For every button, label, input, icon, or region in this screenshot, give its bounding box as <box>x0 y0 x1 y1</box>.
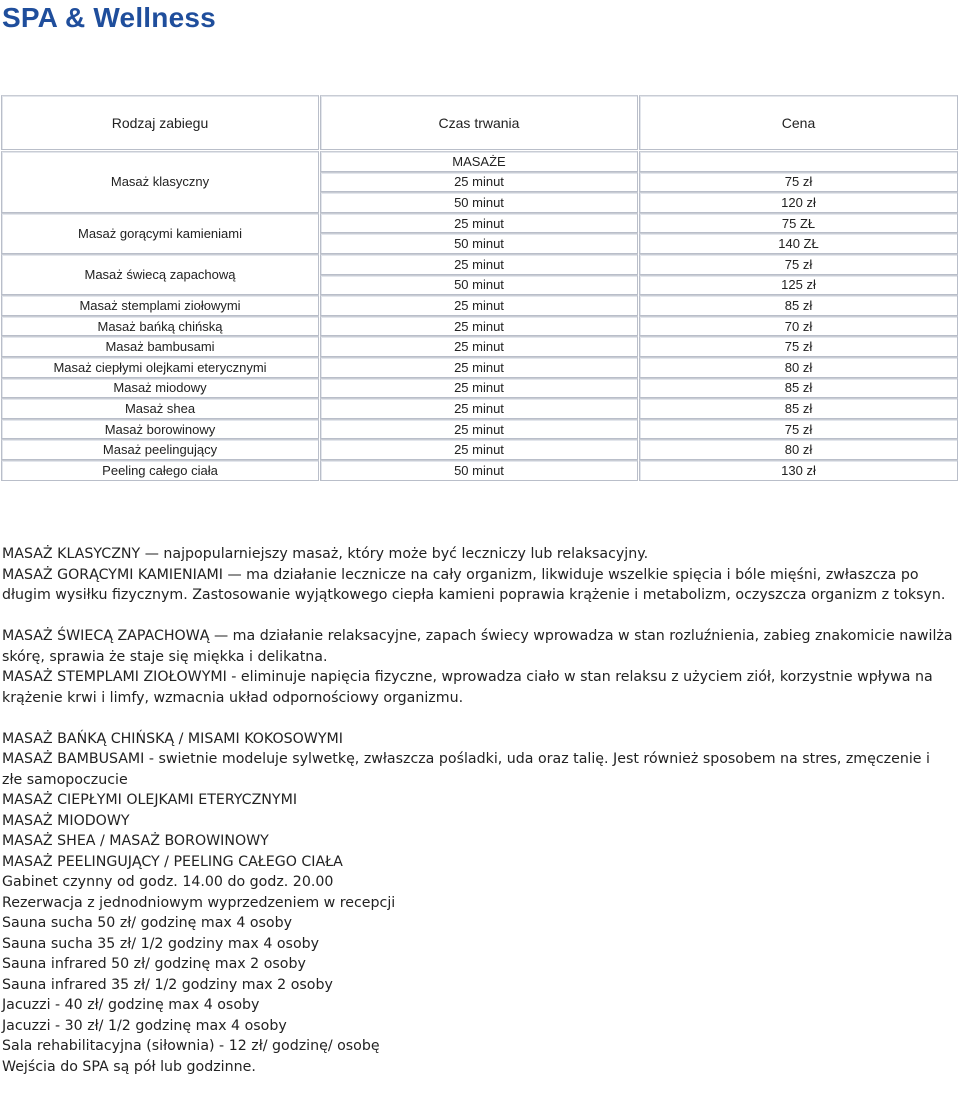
spacer <box>2 606 954 627</box>
duration-cell: 25 minut <box>320 213 638 234</box>
header-treatment: Rodzaj zabiegu <box>1 95 319 150</box>
header-price: Cena <box>639 95 958 150</box>
price-cell: 125 zł <box>639 275 958 296</box>
price-cell: 85 zł <box>639 398 958 419</box>
price-cell: 85 zł <box>639 378 958 399</box>
treatment-name: Masaż gorącymi kamieniami <box>1 213 319 254</box>
duration-cell: 25 minut <box>320 357 638 378</box>
treatment-name: Masaż klasyczny <box>1 151 319 213</box>
duration-cell: 25 minut <box>320 378 638 399</box>
duration-cell: 25 minut <box>320 295 638 316</box>
duration-cell: 50 minut <box>320 275 638 296</box>
duration-cell: 25 minut <box>320 172 638 193</box>
note-line: MASAŻ SHEA / MASAŻ BOROWINOWY <box>2 833 269 849</box>
page-title: SPA & Wellness <box>2 2 216 33</box>
duration-cell: 25 minut <box>320 316 638 337</box>
price-cell: 80 zł <box>639 439 958 460</box>
treatment-name: Masaż bambusami <box>1 336 319 357</box>
price-cell: 75 zł <box>639 336 958 357</box>
description-notes <box>2 544 954 1077</box>
note-line: Jacuzzi - 30 zł/ 1/2 godzinę max 4 osoby <box>2 1017 287 1034</box>
note-line: Sala rehabilitacyjna (siłownia) - 12 zł/ godzinę/ osobę <box>2 1038 380 1054</box>
note-line: Jacuzzi - 40 zł/ godzinę max 4 osoby <box>2 997 260 1013</box>
price-cell: 75 zł <box>639 254 958 275</box>
treatment-name: Masaż miodowy <box>1 378 319 399</box>
note-line: Sauna infrared 35 zł/ 1/2 godziny max 2 osoby <box>2 976 333 993</box>
treatment-name: Masaż stemplami ziołowymi <box>1 295 319 316</box>
treatment-name: Masaż ciepłymi olejkami eterycznymi <box>1 357 319 378</box>
price-cell: 120 zł <box>639 192 958 213</box>
note-line: Sauna infrared 50 zł/ godzinę max 2 osoby <box>2 956 306 972</box>
note-line: Rezerwacja z jednodniowym wyprzedzeniem w recepcji <box>2 894 396 911</box>
treatment-name: Masaż shea <box>1 398 319 419</box>
note-line: Wejścia do SPA są pół lub godzinne. <box>2 1058 256 1075</box>
duration-cell: 50 minut <box>320 233 638 254</box>
duration-cell: 50 minut <box>320 460 638 481</box>
header-duration: Czas trwania <box>320 95 638 150</box>
section-price-blank <box>639 151 958 172</box>
note-line: Gabinet czynny od godz. 14.00 do godz. 20.00 <box>2 874 334 890</box>
note-line: MASAŻ STEMPLAMI ZIOŁOWYMI - eliminuje napięcia fizyczne, wprowadza ciało w stan relaksu z użyciem ziół, korzystnie wpływa na krążenie krwi i limfy, wzmacnia układ odpornościowy organizmu. <box>2 669 933 706</box>
duration-cell: 50 minut <box>320 192 638 213</box>
duration-cell: 25 minut <box>320 419 638 440</box>
duration-cell: 25 minut <box>320 336 638 357</box>
price-cell: 75 zł <box>639 419 958 440</box>
treatment-name: Masaż świecą zapachową <box>1 254 319 295</box>
price-cell: 130 zł <box>639 460 958 481</box>
note-line: MASAŻ BAMBUSAMI - swietnie modeluje sylwetkę, zwłaszcza pośladki, uda oraz talię. Jest również sposobem na stres, zmęczenie i złe samopoczucie <box>2 751 930 788</box>
price-cell: 140 ZŁ <box>639 233 958 254</box>
duration-cell: 25 minut <box>320 254 638 275</box>
section-label: MASAŻE <box>320 151 638 172</box>
note-line: MASAŻ BAŃKĄ CHIŃSKĄ / MISAMI KOKOSOWYMI <box>2 730 343 747</box>
spacer <box>2 708 954 729</box>
price-cell: 75 ZŁ <box>639 213 958 234</box>
price-cell: 85 zł <box>639 295 958 316</box>
duration-cell: 25 minut <box>320 398 638 419</box>
price-cell: 75 zł <box>639 172 958 193</box>
note-line: MASAŻ MIODOWY <box>2 812 130 829</box>
note-line: MASAŻ ŚWIECĄ ZAPACHOWĄ — ma działanie relaksacyjne, zapach świecy wprowadza w stan rozluźnienia, zabieg znakomicie nawilża skórę, sprawia że staje się miękka i delikatna. <box>2 628 953 665</box>
duration-cell: 25 minut <box>320 439 638 460</box>
note-line: MASAŻ PEELINGUJĄCY / PEELING CAŁEGO CIAŁA <box>2 853 343 870</box>
note-line: MASAŻ CIEPŁYMI OLEJKAMI ETERYCZNYMI <box>2 792 298 808</box>
treatment-name: Masaż borowinowy <box>1 419 319 440</box>
note-line: MASAŻ KLASYCZNY — najpopularniejszy masaż, który może być leczniczy lub relaksacyjny. <box>2 546 649 562</box>
price-cell: 80 zł <box>639 357 958 378</box>
treatment-name: Peeling całego ciała <box>1 460 319 481</box>
treatment-name: Masaż bańką chińską <box>1 316 319 337</box>
note-line: Sauna sucha 50 zł/ godzinę max 4 osoby <box>2 915 293 931</box>
note-line: Sauna sucha 35 zł/ 1/2 godziny max 4 osoby <box>2 935 320 952</box>
price-cell: 70 zł <box>639 316 958 337</box>
treatment-name: Masaż peelingujący <box>1 439 319 460</box>
note-line: MASAŻ GORĄCYMI KAMIENIAMI — ma działanie lecznicze na cały organizm, likwiduje wszelkie spięcia i bóle mięśni, zwłaszcza po długim wysiłku fizycznym. Zastosowanie wyjątkowego ciepła kamieni poprawia krążenie i metabolizm, oczyszcza organizm z toksyn. <box>2 566 946 603</box>
